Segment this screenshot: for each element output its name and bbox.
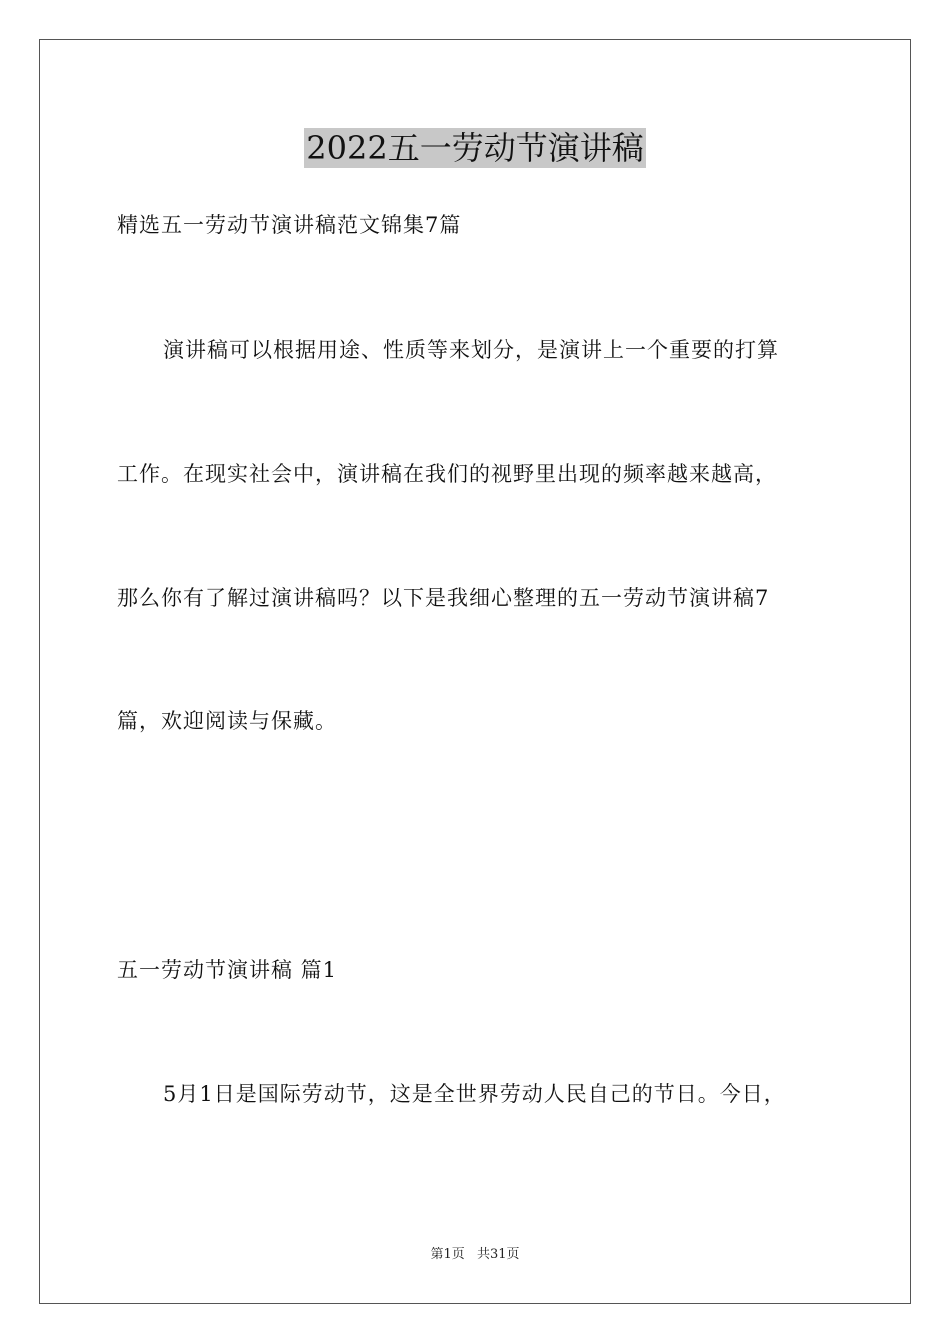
intro-line-3: 那么你有了解过演讲稿吗？以下是我细心整理的五一劳动节演讲稿7 <box>117 586 770 610</box>
page-total: 共31页 <box>476 1247 520 1262</box>
title-container <box>0 128 950 168</box>
page-number: 第1页 <box>430 1247 465 1262</box>
section-heading: 五一劳动节演讲稿 篇1 <box>117 958 338 982</box>
intro-line-1: 演讲稿可以根据用途、性质等来划分，是演讲上一个重要的打算 <box>163 338 779 362</box>
document-title: 2022五一劳动节演讲稿 <box>306 129 644 167</box>
section-first-line: 5月1日是国际劳动节，这是全世界劳动人民自己的节日。今日， <box>163 1082 786 1106</box>
page-footer <box>0 1246 950 1264</box>
intro-line-2: 工作。在现实社会中，演讲稿在我们的视野里出现的频率越来越高， <box>117 462 777 486</box>
document-subtitle: 精选五一劳动节演讲稿范文锦集7篇 <box>117 213 462 237</box>
intro-line-4: 篇，欢迎阅读与保藏。 <box>117 709 337 733</box>
